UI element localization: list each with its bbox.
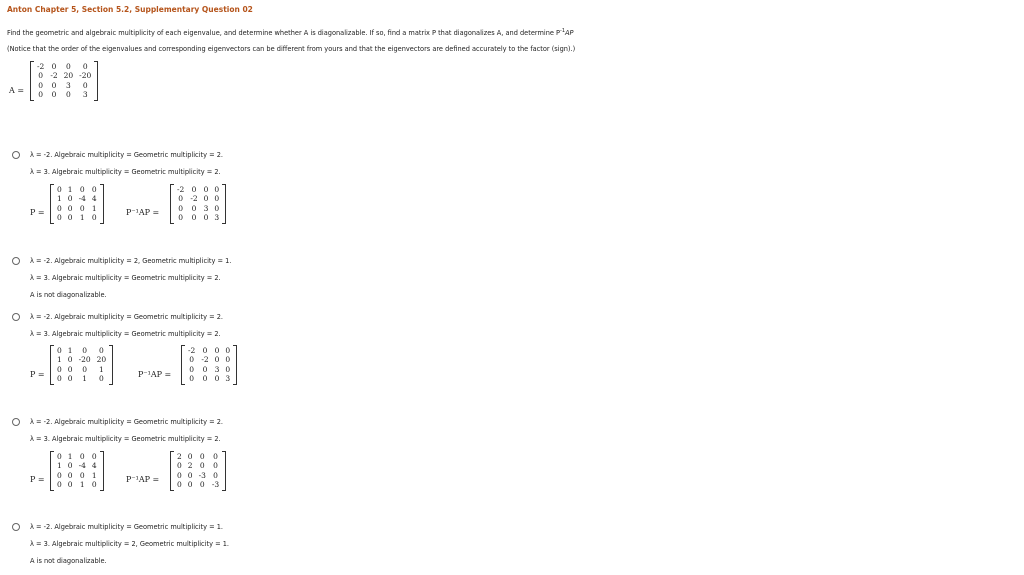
matrix-cell: 0 xyxy=(225,364,231,374)
matrix-cell: 2 xyxy=(187,461,193,471)
matrix-cell: 0 xyxy=(177,461,182,471)
bracket-corner xyxy=(233,345,236,346)
matrix-cell: 1 xyxy=(91,203,97,213)
bracket-corner xyxy=(51,490,54,491)
bracket-corner xyxy=(171,184,174,185)
matrix-cell: 0 xyxy=(91,480,97,490)
matrix-cell: 0 xyxy=(177,470,182,480)
matrix-cell: 0 xyxy=(67,203,73,213)
matrix-cell: -2 xyxy=(37,62,45,71)
matrix-cell: 0 xyxy=(38,80,44,90)
option-5-radio[interactable] xyxy=(12,523,20,531)
matrix-cell: 0 xyxy=(91,452,97,461)
option-1-radio[interactable] xyxy=(12,151,20,159)
option-2-line-1: λ = -2. Algebraic multiplicity = 2, Geometric multiplicity = 1. xyxy=(30,257,232,265)
bracket-corner xyxy=(182,345,185,346)
matrix-cell: 3 xyxy=(66,80,71,90)
matrix-cell: 0 xyxy=(79,452,85,461)
matrix-row xyxy=(185,365,233,374)
matrix-cell: 1 xyxy=(57,194,62,204)
matrix-a-label: A = xyxy=(9,86,25,95)
matrix-cell: -4 xyxy=(78,461,86,471)
option-3-line-1: λ = -2. Algebraic multiplicity = Geometric multiplicity = 2. xyxy=(30,313,224,321)
matrix-cell: 2 xyxy=(177,452,182,461)
matrix-table xyxy=(54,185,100,223)
option-2-line-2: λ = 3. Algebraic multiplicity = Geometric multiplicity = 2. xyxy=(30,274,221,282)
matrix-row xyxy=(174,194,222,203)
matrix-row xyxy=(54,346,109,355)
matrix-cell: 20 xyxy=(63,71,74,81)
matrix-cell: -3 xyxy=(198,470,206,480)
matrix-row xyxy=(54,461,100,470)
matrix-cell: 0 xyxy=(67,355,73,365)
bracket-corner xyxy=(109,345,112,346)
matrix-table xyxy=(34,62,94,100)
matrix-row xyxy=(174,452,222,461)
matrix-cell: 3 xyxy=(214,364,220,374)
matrix-cell: 0 xyxy=(82,62,88,71)
matrix-row xyxy=(54,374,109,383)
matrix-row xyxy=(34,71,94,80)
matrix-table xyxy=(54,346,109,384)
matrix-cell: 0 xyxy=(191,213,197,223)
matrix-row xyxy=(174,213,222,222)
matrix-cell: 0 xyxy=(79,185,85,194)
matrix-cell: 0 xyxy=(82,80,88,90)
matrix-cell: 0 xyxy=(191,203,197,213)
bracket-corner xyxy=(100,490,103,491)
matrix-cell: 0 xyxy=(67,194,73,204)
matrix-cell: 0 xyxy=(82,346,87,355)
matrix-cell: 0 xyxy=(51,80,57,90)
matrix-cell: 0 xyxy=(67,461,73,471)
matrix-cell: -2 xyxy=(177,185,185,194)
matrix-row xyxy=(174,185,222,194)
bracket-corner xyxy=(171,490,174,491)
instruction-superscript: -1 xyxy=(560,28,566,34)
matrix-row xyxy=(54,213,100,222)
matrix-cell: 0 xyxy=(213,461,218,471)
matrix-cell: -20 xyxy=(78,355,91,365)
matrix-cell: 0 xyxy=(57,364,62,374)
matrix-cell: 0 xyxy=(214,203,220,213)
page-title: Anton Chapter 5, Section 5.2, Supplementary Question 02 xyxy=(7,5,253,14)
option-3-pap-label: P⁻¹AP = xyxy=(138,370,172,379)
matrix-cell: 0 xyxy=(99,374,104,384)
matrix-row xyxy=(54,194,100,203)
bracket-corner xyxy=(51,223,54,224)
matrix-cell: 3 xyxy=(214,213,220,223)
matrix-row xyxy=(54,480,100,489)
option-4-pap-label: P⁻¹AP = xyxy=(126,475,160,484)
matrix-cell: 0 xyxy=(57,480,62,490)
option-4-radio[interactable] xyxy=(12,418,20,426)
matrix-cell: 0 xyxy=(51,90,57,100)
matrix-cell: 1 xyxy=(99,364,104,374)
matrix-cell: 0 xyxy=(203,185,209,194)
matrix-table xyxy=(185,346,233,384)
matrix-cell: 0 xyxy=(51,62,57,71)
option-1-line-1: λ = -2. Algebraic multiplicity = Geometric multiplicity = 2. xyxy=(30,151,224,159)
matrix-cell: 0 xyxy=(225,355,231,365)
option-5-line-1: λ = -2. Algebraic multiplicity = Geometric multiplicity = 1. xyxy=(30,523,224,531)
bracket-corner xyxy=(171,223,174,224)
option-1-p-label: P = xyxy=(30,208,45,217)
option-3-p-label: P = xyxy=(30,370,45,379)
instruction-end: AP xyxy=(565,29,574,38)
matrix-cell: 0 xyxy=(66,90,71,100)
matrix-cell: 3 xyxy=(225,374,231,384)
bracket-corner xyxy=(51,345,54,346)
matrix-cell: 0 xyxy=(187,452,193,461)
matrix-cell: 1 xyxy=(82,374,87,384)
matrix-cell: 0 xyxy=(199,461,205,471)
notice-text: (Notice that the order of the eigenvalues and corresponding eigenvectors can be different from yours and that the eigenvectors are defined accurately to the factor (sign).) xyxy=(7,45,576,53)
matrix-cell: -2 xyxy=(201,355,209,365)
matrix-cell: 0 xyxy=(199,480,205,490)
option-5-line-3: A is not diagonalizable. xyxy=(30,557,107,565)
bracket-corner xyxy=(100,451,103,452)
matrix-row xyxy=(174,461,222,470)
matrix-cell: 0 xyxy=(57,452,62,461)
option-3-radio[interactable] xyxy=(12,313,20,321)
option-1-line-2: λ = 3. Algebraic multiplicity = Geometric multiplicity = 2. xyxy=(30,168,221,176)
matrix-row xyxy=(54,471,100,480)
option-5-line-2: λ = 3. Algebraic multiplicity = 2, Geometric multiplicity = 1. xyxy=(30,540,230,548)
option-3-p-matrix xyxy=(50,345,113,385)
bracket-corner xyxy=(51,384,54,385)
matrix-cell: 1 xyxy=(79,213,85,223)
bracket-corner xyxy=(222,451,225,452)
matrix-cell: 0 xyxy=(202,374,208,384)
matrix-table xyxy=(54,452,100,490)
bracket-corner xyxy=(94,61,97,62)
matrix-row xyxy=(185,374,233,383)
matrix-cell: 0 xyxy=(203,213,209,223)
bracket-corner xyxy=(100,223,103,224)
option-4-p-matrix xyxy=(50,451,104,491)
matrix-cell: 1 xyxy=(79,480,85,490)
matrix-cell: -2 xyxy=(190,194,198,204)
matrix-row xyxy=(174,471,222,480)
bracket-corner xyxy=(51,451,54,452)
bracket-corner xyxy=(51,184,54,185)
matrix-cell: 1 xyxy=(57,355,62,365)
matrix-cell: 0 xyxy=(67,213,73,223)
bracket-corner xyxy=(222,223,225,224)
matrix-cell: 0 xyxy=(199,452,205,461)
matrix-cell: 1 xyxy=(67,346,73,355)
matrix-cell: 0 xyxy=(187,470,193,480)
bracket-corner xyxy=(222,184,225,185)
matrix-cell: 0 xyxy=(214,374,220,384)
matrix-cell: 0 xyxy=(57,213,62,223)
matrix-cell: 0 xyxy=(57,346,62,355)
matrix-cell: 0 xyxy=(191,185,197,194)
matrix-cell: 0 xyxy=(213,470,218,480)
matrix-cell: 0 xyxy=(189,364,195,374)
option-2-line-3: A is not diagonalizable. xyxy=(30,291,107,299)
matrix-cell: 0 xyxy=(214,355,220,365)
matrix-cell: 1 xyxy=(91,470,97,480)
matrix-cell: 0 xyxy=(57,470,62,480)
matrix-cell: 0 xyxy=(38,71,44,81)
matrix-cell: 0 xyxy=(79,203,85,213)
matrix-cell: -2 xyxy=(50,71,58,81)
matrix-cell: 20 xyxy=(96,355,107,365)
matrix-cell: 0 xyxy=(202,364,208,374)
matrix-cell: 0 xyxy=(187,480,193,490)
bracket-corner xyxy=(31,61,34,62)
option-4-line-1: λ = -2. Algebraic multiplicity = Geometric multiplicity = 2. xyxy=(30,418,224,426)
matrix-row xyxy=(54,185,100,194)
bracket-corner xyxy=(100,184,103,185)
matrix-row xyxy=(185,346,233,355)
matrix-cell: 0 xyxy=(67,374,73,384)
option-4-d-matrix xyxy=(170,451,226,491)
bracket-corner xyxy=(233,384,236,385)
matrix-cell: 0 xyxy=(82,364,87,374)
matrix-row xyxy=(174,204,222,213)
matrix-row xyxy=(54,365,109,374)
matrix-row xyxy=(185,355,233,364)
instruction-text: Find the geometric and algebraic multiplicity of each eigenvalue, and determine whether A is diagonalizable. If so, find a matrix P that diagonalizes A, and determine P xyxy=(7,29,561,38)
matrix-row xyxy=(54,204,100,213)
option-1-p-matrix xyxy=(50,184,104,224)
matrix-cell: 4 xyxy=(91,194,97,204)
matrix-cell: 0 xyxy=(203,194,209,204)
matrix-cell: 0 xyxy=(213,452,218,461)
option-3-line-2: λ = 3. Algebraic multiplicity = Geometric multiplicity = 2. xyxy=(30,330,221,338)
matrix-cell: 0 xyxy=(178,203,184,213)
matrix-cell: 0 xyxy=(214,185,220,194)
matrix-row xyxy=(174,480,222,489)
matrix-cell: 0 xyxy=(99,346,104,355)
matrix-cell: -4 xyxy=(78,194,86,204)
matrix-cell: 0 xyxy=(79,470,85,480)
option-1-d-matrix xyxy=(170,184,226,224)
matrix-cell: 0 xyxy=(57,185,62,194)
matrix-cell: 0 xyxy=(189,355,195,365)
bracket-corner xyxy=(182,384,185,385)
matrix-row xyxy=(34,62,94,71)
matrix-cell: 0 xyxy=(66,62,71,71)
matrix-cell: 3 xyxy=(203,203,209,213)
bracket-corner xyxy=(94,100,97,101)
matrix-a xyxy=(30,61,98,101)
matrix-cell: 0 xyxy=(38,90,44,100)
matrix-cell: 0 xyxy=(214,194,220,204)
matrix-row xyxy=(34,90,94,99)
matrix-cell: 0 xyxy=(67,364,73,374)
matrix-table xyxy=(174,185,222,223)
matrix-cell: 0 xyxy=(91,213,97,223)
bracket-corner xyxy=(109,384,112,385)
option-1-pap-label: P⁻¹AP = xyxy=(126,208,160,217)
instruction xyxy=(7,28,574,37)
matrix-cell: 1 xyxy=(67,185,73,194)
matrix-cell: 0 xyxy=(189,374,195,384)
matrix-cell: 1 xyxy=(67,452,73,461)
option-2-radio[interactable] xyxy=(12,257,20,265)
matrix-row xyxy=(54,452,100,461)
matrix-row xyxy=(34,81,94,90)
matrix-cell: 0 xyxy=(57,374,62,384)
bracket-corner xyxy=(222,490,225,491)
matrix-cell: 0 xyxy=(214,346,220,355)
bracket-corner xyxy=(31,100,34,101)
matrix-cell: 0 xyxy=(67,470,73,480)
matrix-cell: -2 xyxy=(188,346,196,355)
matrix-cell: 1 xyxy=(57,461,62,471)
matrix-cell: 0 xyxy=(202,346,208,355)
matrix-cell: 0 xyxy=(67,480,73,490)
option-4-line-2: λ = 3. Algebraic multiplicity = Geometric multiplicity = 2. xyxy=(30,435,221,443)
bracket-corner xyxy=(171,451,174,452)
matrix-cell: 0 xyxy=(178,194,184,204)
matrix-cell: 0 xyxy=(57,203,62,213)
matrix-cell: -3 xyxy=(211,480,220,490)
matrix-cell: 0 xyxy=(91,185,97,194)
matrix-row xyxy=(54,355,109,364)
matrix-cell: 0 xyxy=(178,213,184,223)
matrix-cell: 4 xyxy=(91,461,97,471)
option-4-p-label: P = xyxy=(30,475,45,484)
matrix-cell: -20 xyxy=(79,71,92,81)
matrix-cell: 0 xyxy=(177,480,182,490)
option-3-d-matrix xyxy=(181,345,237,385)
matrix-cell: 0 xyxy=(225,346,231,355)
matrix-cell: 3 xyxy=(82,90,88,100)
matrix-table xyxy=(174,452,222,490)
